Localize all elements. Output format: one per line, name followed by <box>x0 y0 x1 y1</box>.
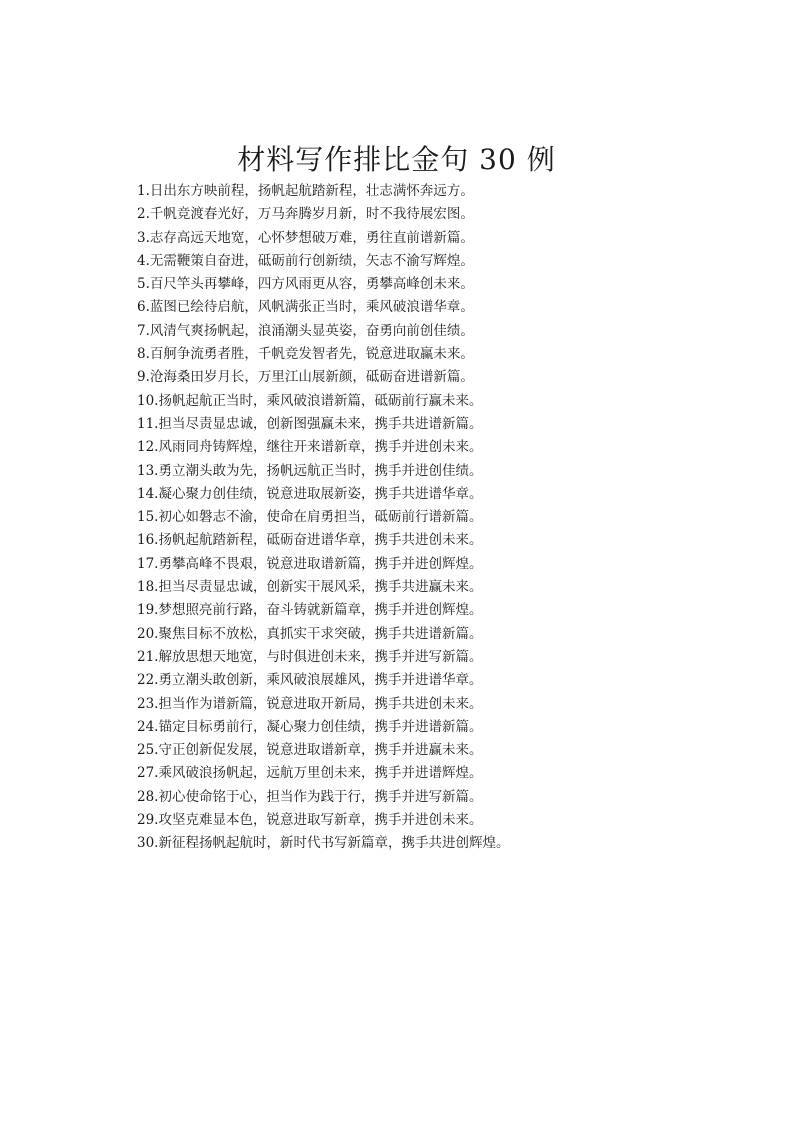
list-item: 18.担当尽责显忠诚，创新实干展风采，携手共进赢未来。 <box>137 579 483 596</box>
list-item: 21.解放思想天地宽，与时俱进创未来，携手并进写新篇。 <box>137 648 483 665</box>
list-item: 5.百尺竿头再攀峰，四方风雨更从容，勇攀高峰创未来。 <box>137 276 474 293</box>
list-item: 4.无需鞭策自奋进，砥砺前行创新绩，矢志不渝写辉煌。 <box>137 252 474 269</box>
list-item: 29.攻坚克难显本色，锐意进取写新章，携手并进创未来。 <box>137 812 483 829</box>
list-item: 6.蓝图已绘待启航，风帆满张正当时，乘风破浪谱华章。 <box>137 299 474 316</box>
list-item: 30.新征程扬帆起航时，新时代书写新篇章，携手共进创辉煌。 <box>137 835 510 852</box>
list-item: 16.扬帆起航踏新程，砥砺奋进谱华章，携手共进创未来。 <box>137 532 483 549</box>
list-item: 7.风清气爽扬帆起，浪涌潮头显英姿，奋勇向前创佳绩。 <box>137 322 474 339</box>
list-item: 20.聚焦目标不放松，真抓实干求突破，携手共进谱新篇。 <box>137 625 483 642</box>
list-item: 12.风雨同舟铸辉煌，继往开来谱新章，携手并进创未来。 <box>137 439 483 456</box>
list-item: 27.乘风破浪扬帆起，远航万里创未来，携手并进谱辉煌。 <box>137 765 483 782</box>
list-item: 19.梦想照亮前行路，奋斗铸就新篇章，携手并进创辉煌。 <box>137 602 483 619</box>
list-item: 2.千帆竞渡春光好，万马奔腾岁月新，时不我待展宏图。 <box>137 206 474 223</box>
list-item: 13.勇立潮头敢为先，扬帆远航正当时，携手并进创佳绩。 <box>137 462 483 479</box>
list-item: 22.勇立潮头敢创新，乘风破浪展雄风，携手并进谱华章。 <box>137 672 483 689</box>
list-item: 25.守正创新促发展，锐意进取谱新章，携手并进赢未来。 <box>137 742 483 759</box>
list-item: 11.担当尽责显忠诚，创新图强赢未来，携手共进谱新篇。 <box>137 415 483 432</box>
list-item: 28.初心使命铭于心，担当作为践于行，携手并进写新篇。 <box>137 788 483 805</box>
list-item: 15.初心如磐志不渝，使命在肩勇担当，砥砺前行谱新篇。 <box>137 509 483 526</box>
list-item: 9.沧海桑田岁月长，万里江山展新颜，砥砺奋进谱新篇。 <box>137 369 474 386</box>
list-item: 14.凝心聚力创佳绩，锐意进取展新姿，携手共进谱华章。 <box>137 485 483 502</box>
list-item: 23.担当作为谱新篇，锐意进取开新局，携手共进创未来。 <box>137 695 483 712</box>
list-item: 17.勇攀高峰不畏艰，锐意进取谱新篇，携手并进创辉煌。 <box>137 555 483 572</box>
sentence-list <box>137 180 509 856</box>
list-item: 24.锚定目标勇前行，凝心聚力创佳绩，携手并进谱新篇。 <box>137 718 483 735</box>
document-title: 材料写作排比金句 30 例 <box>237 143 556 176</box>
list-item: 1.日出东方映前程，扬帆起航踏新程，壮志满怀奔远方。 <box>137 183 474 199</box>
list-item: 10.扬帆起航正当时，乘风破浪谱新篇，砥砺前行赢未来。 <box>137 392 483 409</box>
list-item: 3.志存高远天地宽，心怀梦想破万难，勇往直前谱新篇。 <box>137 229 474 246</box>
list-item: 8.百舸争流勇者胜，千帆竞发智者先，锐意进取赢未来。 <box>137 346 474 363</box>
